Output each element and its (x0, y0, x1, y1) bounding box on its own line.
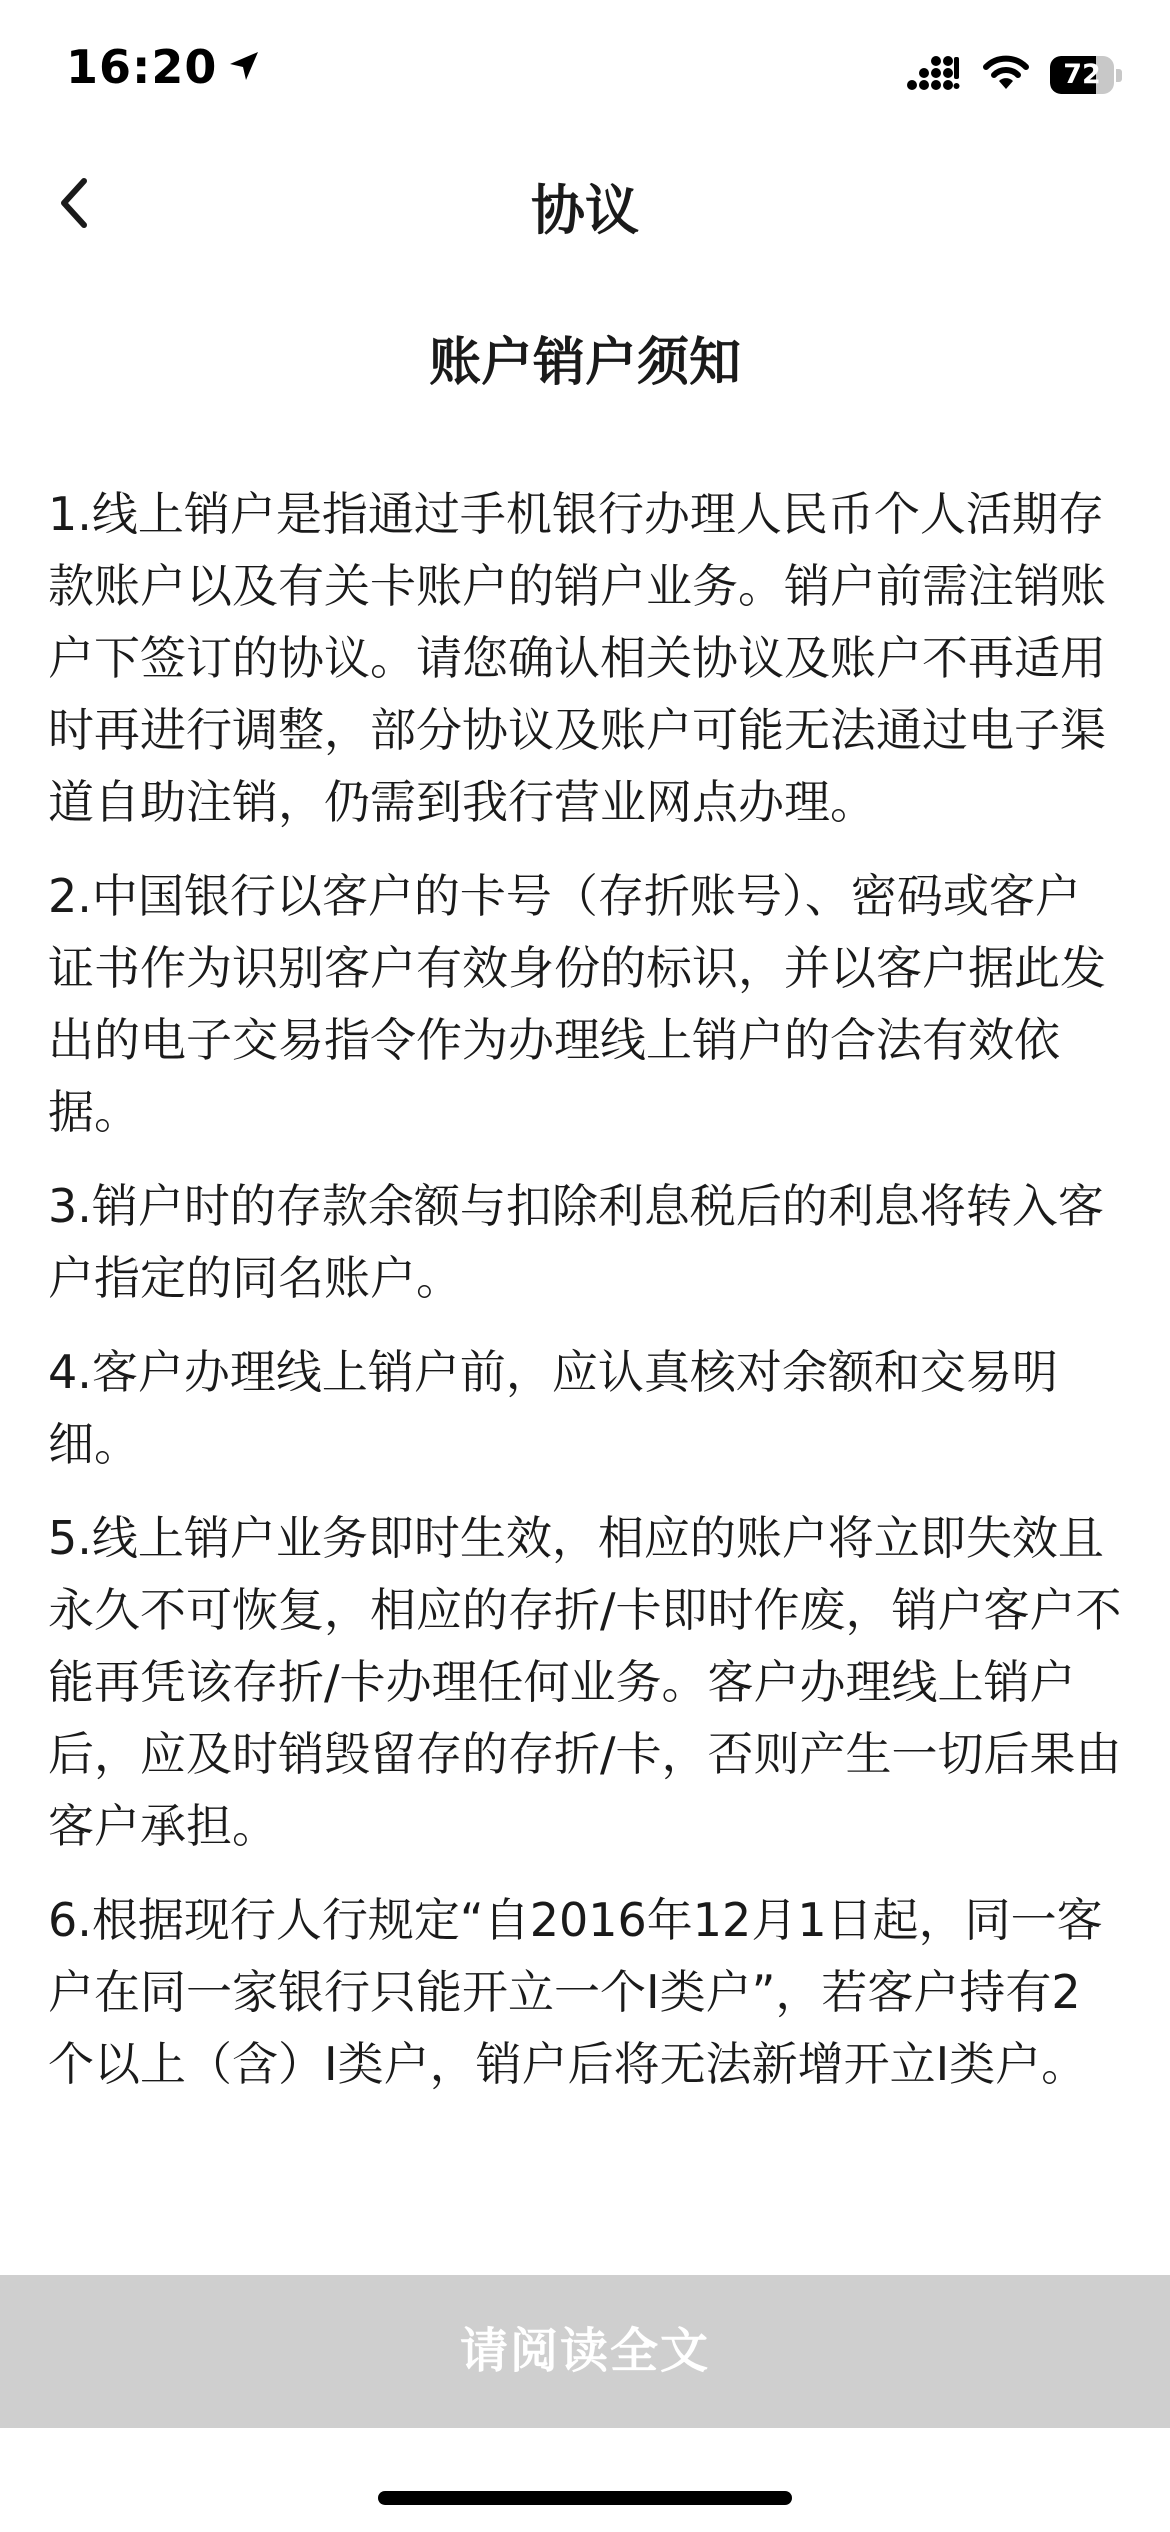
status-time (66, 40, 261, 94)
page-title: 协议 (531, 179, 639, 242)
battery-indicator (1050, 56, 1122, 94)
status-bar (0, 0, 1170, 140)
clause-4: 4.客户办理线上销户前，应认真核对余额和交易明细。 (48, 1345, 1058, 1471)
clause-3: 3.销户时的存款余额与扣除利息税后的利息将转入客户指定的同名账户。 (48, 1179, 1104, 1305)
time-text: 16:20 (66, 40, 218, 94)
navigation-bar (0, 140, 1170, 270)
clause-6: 6.根据现行人行规定“自2016年12月1日起，同一客户在同一家银行只能开立一个I类户”，若客户持有2个以上（含）I类户，销户后将无法新增开立I类户。 (48, 1893, 1103, 2091)
status-indicators (906, 50, 1122, 100)
wifi-icon (982, 55, 1030, 95)
document-title: 账户销户须知 (428, 333, 741, 393)
clause-2: 2.中国银行以客户的卡号（存折账号）、密码或客户证书作为识别客户有效身份的标识，并以客户据此发出的电子交易指令作为办理线上销户的合法有效依据。 (48, 869, 1106, 1139)
clause-5: 5.线上销户业务即时生效，相应的账户将立即失效且永久不可恢复，相应的存折/卡即时作废，销户客户不能再凭该存折/卡办理任何业务。客户办理线上销户后，应及时销毁留存的存折/卡，否则产生一切后果由客户承担。 (48, 1511, 1122, 1853)
location-arrow-icon (227, 40, 261, 94)
cellular-signal-icon (906, 55, 960, 95)
read-full-text-button[interactable]: 请阅读全文 (0, 2275, 1170, 2428)
home-indicator[interactable] (378, 2491, 792, 2505)
clause-1: 1.线上销户是指通过手机银行办理人民币个人活期存款账户以及有关卡账户的销户业务。销户前需注销账户下签订的协议。请您确认相关协议及账户不再适用时再进行调整，部分协议及账户可能无法通过电子渠道自助注销，仍需到我行营业网点办理。 (48, 487, 1106, 829)
battery-level-text: 72 (1063, 59, 1101, 90)
document-body (48, 478, 1124, 2122)
